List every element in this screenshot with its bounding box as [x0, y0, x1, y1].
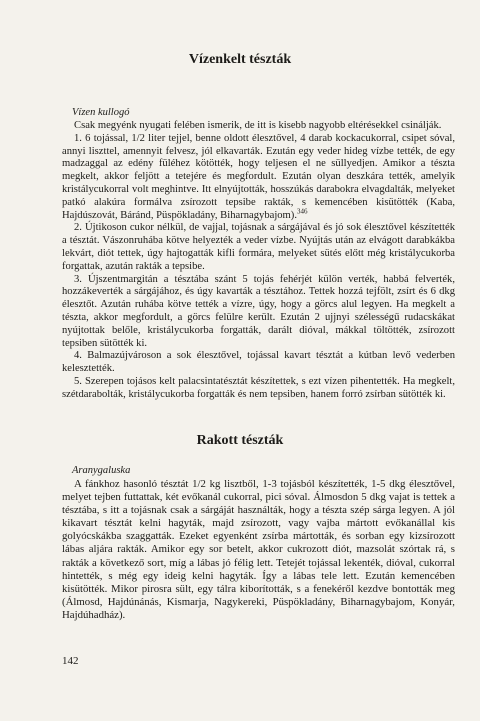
recipe-subtitle: Vízen kullogó [72, 107, 130, 118]
paragraph: 3. Újszentmargitán a tésztába szánt 5 tojás fehérjét külön verték, habbá felverték, hozzákeverték a sárgájához, és úgy kavarták a tésztához. Tettek hozzá tejfölt, zsírt és 6 dkg élesztőt. Azután ruhába kötve tették a vízre, úgy, hogy a görcs alul legyen. Ha megkelt a tészta, akkor megfordult, a görcs felülre került. Ezután 2 ujjnyi szélességű rudacskákat nyújtottak belőle, kristálycukorba forgatták, darált dióval, mákkal töltötték, zsírozott tepsiben sütötték ki. [62, 273, 455, 349]
section-body [62, 120, 455, 402]
paragraph: 2. Újtikoson cukor nélkül, de vajjal, tojásnak a sárgájával és jó sok élesztővel készítették a tésztát. Vászonruhába kötve helyezték a veder vízbe. Nyújtás után az elvágott darabkákba lekvárt, diót tettek, úgy hajtogatták kifli formára, melyeket sütés előtt még kristálycukorba forgattak, azután rakták a tepsibe. [62, 222, 455, 272]
paragraph: 5. Szerepen tojásos kelt palacsintatésztát készítettek, s ezt vízen pihentették. Ha megkelt, szétdarabolták, kristálycukorba forgatták és nem tepsiben, hanem forró zsírban sütötték ki. [62, 375, 455, 400]
page-number: 142 [62, 655, 79, 667]
section-title: Rakott tészták [196, 433, 284, 448]
paragraph: A fánkhoz hasonló tésztát 1/2 kg lisztből, 1-3 tojásból készítették, 1-5 dkg élesztővel, melyet tejben futtattak, két evőkanál cukorral, pici sóval. Álmosdon 5 dkg vajat is tettek a tésztába, s itt a tojásnak csak a sárgáját használták, hogy a tészta szép sárga legyen. A jól kikavart tésztát kelni hagyták, majd zsírozott, vagy vajba mártott evőkanállal kis golyócskákba szaggatták. Ezeket egyenként zsírba mártották, és sorban egy kizsírozott lábas aljára rakták. Amikor egy sor betelt, akkor cukrozott diót, mazsolát szórtak rá, s rakták a következő sort, míg a lábas jó félig lett. Tetejét tojással lekenték, dióval, cukorral hintették, s még egy ideig kelni hagyták. Így a lábas tele lett. Ezután kemencében kisütötték. Mikor pirosra sült, egy tálra kiborították, s a fenekéről kezdve bontották meg (Álmosd, Hajdúnánás, Kismarja, Nagykereki, Püspökladány, Biharnagybajom, Konyár, Hajdúhadház). [62, 478, 455, 621]
paragraph: Csak megyénk nyugati felében ismerik, de itt is kisebb nagyobb eltérésekkel csinálják. [74, 120, 442, 131]
section-body [62, 478, 455, 622]
paragraph: 4. Balmazújvároson a sok élesztővel, tojással kavart tésztát a kútban levő vederben kelesztették. [62, 350, 455, 375]
footnote-reference: 346 [296, 207, 308, 216]
section-title: Vízenkelt tészták [188, 52, 292, 67]
paragraph [62, 133, 455, 223]
recipe-subtitle: Aranygaluska [72, 465, 131, 476]
paragraph-text: 1. 6 tojással, 1/2 liter tejjel, benne oldott élesztővel, 4 darab kockacukorral, csipet sóval, annyi liszttel, amennyit felvesz, jól elkavarták. Ezután egy veder hideg vízbe tették, de egy madzaggal az edény füléhez kötötték, hogy teljesen el ne süllyedjen. Amikor a tészta megkelt, akkor feljött a tetejére és megfordult. Ezután olyan deszkára tették, amelyik kristálycukorral volt meghintve. Itt elnyújtották, hosszúkás darabokra elvagdalták, melyeket patkó alakúra formálva zsírozott tepsibe rakták, s kemencében kisütötték (Kaba, Hajdúszovát, Báránd, Püspökladány, Biharnagybajom). [62, 132, 455, 221]
